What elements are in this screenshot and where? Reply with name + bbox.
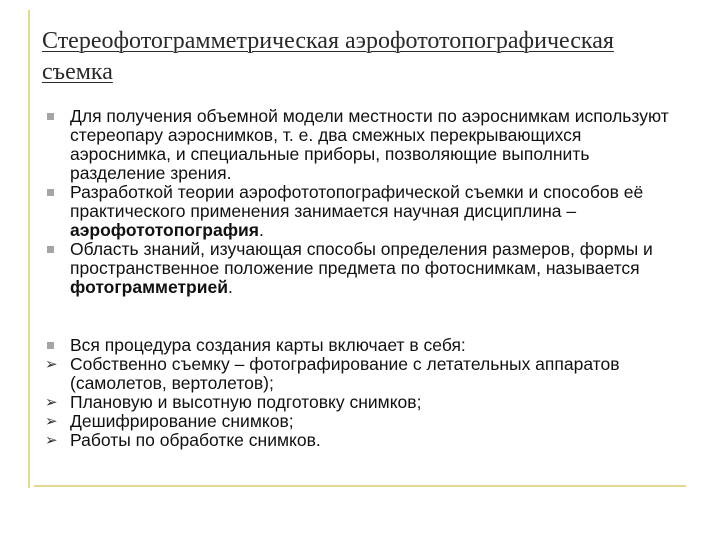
arrow-bullet-icon: ➢ xyxy=(45,432,58,449)
item-text: Область знаний, изучающая способы определения размеров, формы и пространственное положение предмета по фотоснимкам, называется фотограмметрией. xyxy=(70,239,653,297)
step-text: Дешифрирование снимков; xyxy=(70,411,294,431)
item-text: Вся процедура создания карты включает в себя: xyxy=(70,335,466,355)
list-item xyxy=(44,183,684,240)
slide-title: Стереофотограмметрическая аэрофототопографическая съемка xyxy=(42,28,614,85)
left-rule xyxy=(28,10,30,488)
procedure-step xyxy=(44,431,684,450)
term-photogrammetry: фотограмметрией xyxy=(70,277,228,297)
procedure-step xyxy=(44,355,684,393)
procedure-intro xyxy=(44,336,684,355)
square-bullet-icon xyxy=(44,336,62,355)
step-text: Собственно съемку – фотографирование с летательных аппаратов (самолетов, вертолетов); xyxy=(70,354,620,393)
bottom-rule xyxy=(34,485,686,487)
term-aerophototopography: аэрофототопография xyxy=(70,220,259,240)
square-bullet-icon xyxy=(44,107,62,126)
procedure-list xyxy=(44,336,684,450)
arrow-bullet-icon: ➢ xyxy=(45,394,58,411)
arrow-bullet-icon: ➢ xyxy=(45,413,58,430)
item-text: Разработкой теории аэрофототопографической съемки и способов её практического применения занимается научная дисциплина – аэрофототопография. xyxy=(70,182,644,240)
square-bullet-icon xyxy=(44,240,62,259)
main-bullet-list xyxy=(44,107,684,297)
arrow-bullet-icon: ➢ xyxy=(45,356,58,373)
procedure-step xyxy=(44,412,684,431)
list-item xyxy=(44,240,684,297)
square-bullet-icon xyxy=(44,183,62,202)
item-text: Для получения объемной модели местности по аэроснимкам используют стереопару аэроснимков, т. е. два смежных перекрывающихся аэроснимка, и специальные приборы, позволяющие выполнить разделение зрения. xyxy=(70,106,669,183)
step-text: Работы по обработке снимков. xyxy=(70,430,321,450)
list-item xyxy=(44,107,684,183)
step-text: Плановую и высотную подготовку снимков; xyxy=(70,392,422,412)
procedure-step xyxy=(44,393,684,412)
